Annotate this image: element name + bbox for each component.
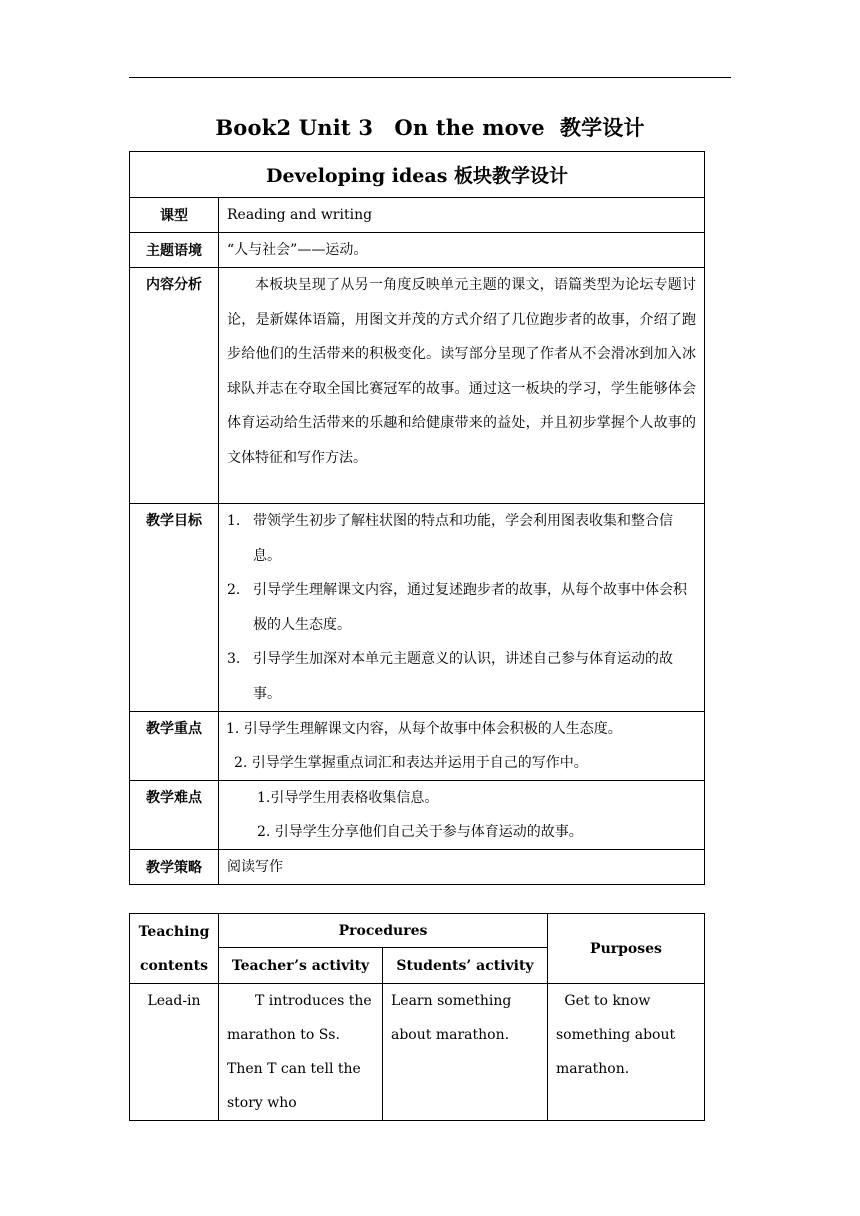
row-label-teaching-goals: 教学目标 <box>130 504 219 712</box>
row-value-lesson-type: Reading and writing <box>219 198 705 233</box>
purpose-text: Get to know something about marathon. <box>556 993 676 1077</box>
difficult-points-cell <box>219 781 705 850</box>
list-item <box>227 573 696 642</box>
row-label-lesson-type: 课型 <box>130 198 219 233</box>
row-value-content-analysis-cell <box>219 268 705 504</box>
header-procedures: Procedures <box>219 914 548 948</box>
list-number: 1. <box>227 513 241 529</box>
lead-in-label: Lead-in <box>147 993 201 1009</box>
list-text: 带领学生初步了解柱状图的特点和功能，学会利用图表收集和整合信息。 <box>253 513 673 564</box>
row-label-difficult-points: 教学难点 <box>130 781 219 850</box>
row-value-teaching-strategy: 阅读写作 <box>219 850 705 885</box>
list-text: 引导学生加深对本单元主题意义的认识，讲述自己参与体育运动的故事。 <box>253 651 673 702</box>
key-point-line: 1. 引导学生理解课文内容，从每个故事中体会积极的人生态度。 <box>226 721 622 737</box>
table-banner: Developing ideas 板块教学设计 <box>130 152 705 198</box>
header-teaching-contents: Teaching contents <box>130 914 219 984</box>
difficult-point-line: 2. 引导学生分享他们自己关于参与体育运动的故事。 <box>257 824 583 840</box>
key-point-line: 2. 引导学生掌握重点词汇和表达并运用于自己的写作中。 <box>234 755 588 771</box>
list-item <box>227 642 696 711</box>
cell-purposes <box>548 984 705 1121</box>
difficult-point-line: 1.引导学生用表格收集信息。 <box>257 790 439 806</box>
students-activity-text: Learn something about marathon. <box>391 993 512 1043</box>
header-purposes: Purposes <box>548 914 705 984</box>
teaching-goals-list <box>227 504 696 711</box>
lesson-design-table <box>129 151 705 885</box>
list-number: 3. <box>227 651 241 667</box>
row-label-theme-context: 主题语境 <box>130 233 219 268</box>
cell-students-activity <box>383 984 548 1121</box>
row-label-teaching-strategy: 教学策略 <box>130 850 219 885</box>
row-label-content-analysis: 内容分析 <box>130 268 219 504</box>
header-students-activity: Students’ activity <box>383 948 548 984</box>
content-analysis-text: 本板块呈现了从另一角度反映单元主题的课文，语篇类型为论坛专题讨论，是新媒体语篇，用图文并茂的方式介绍了几位跑步者的故事，介绍了跑步给他们的生活带来的积极变化。读写部分呈现了作者从不会滑冰到加入冰球队并志在夺取全国比赛冠军的故事。通过这一板块的学习，学生能够体会体育运动给生活带来的乐趣和给健康带来的益处，并且初步掌握个人故事的文体特征和写作方法。 <box>227 277 697 466</box>
row-label-key-points: 教学重点 <box>130 712 219 781</box>
header-rule <box>129 77 731 78</box>
list-text: 引导学生理解课文内容，通过复述跑步者的故事，从每个故事中体会积极的人生态度。 <box>253 582 687 633</box>
cell-content <box>130 984 219 1121</box>
procedure-table <box>129 913 705 1121</box>
list-number: 2. <box>227 582 241 598</box>
teaching-goals-cell <box>219 504 705 712</box>
teacher-activity-text: T introduces the marathon to Ss. Then T can tell the story who <box>227 993 372 1111</box>
row-value-theme-context: “人与社会”——运动。 <box>219 233 705 268</box>
cell-teacher-activity <box>219 984 383 1121</box>
header-teacher-activity: Teacher’s activity <box>219 948 383 984</box>
document-title: Book2 Unit 3 On the move 教学设计 <box>215 115 645 140</box>
key-points-cell <box>219 712 705 781</box>
list-item <box>227 504 696 573</box>
